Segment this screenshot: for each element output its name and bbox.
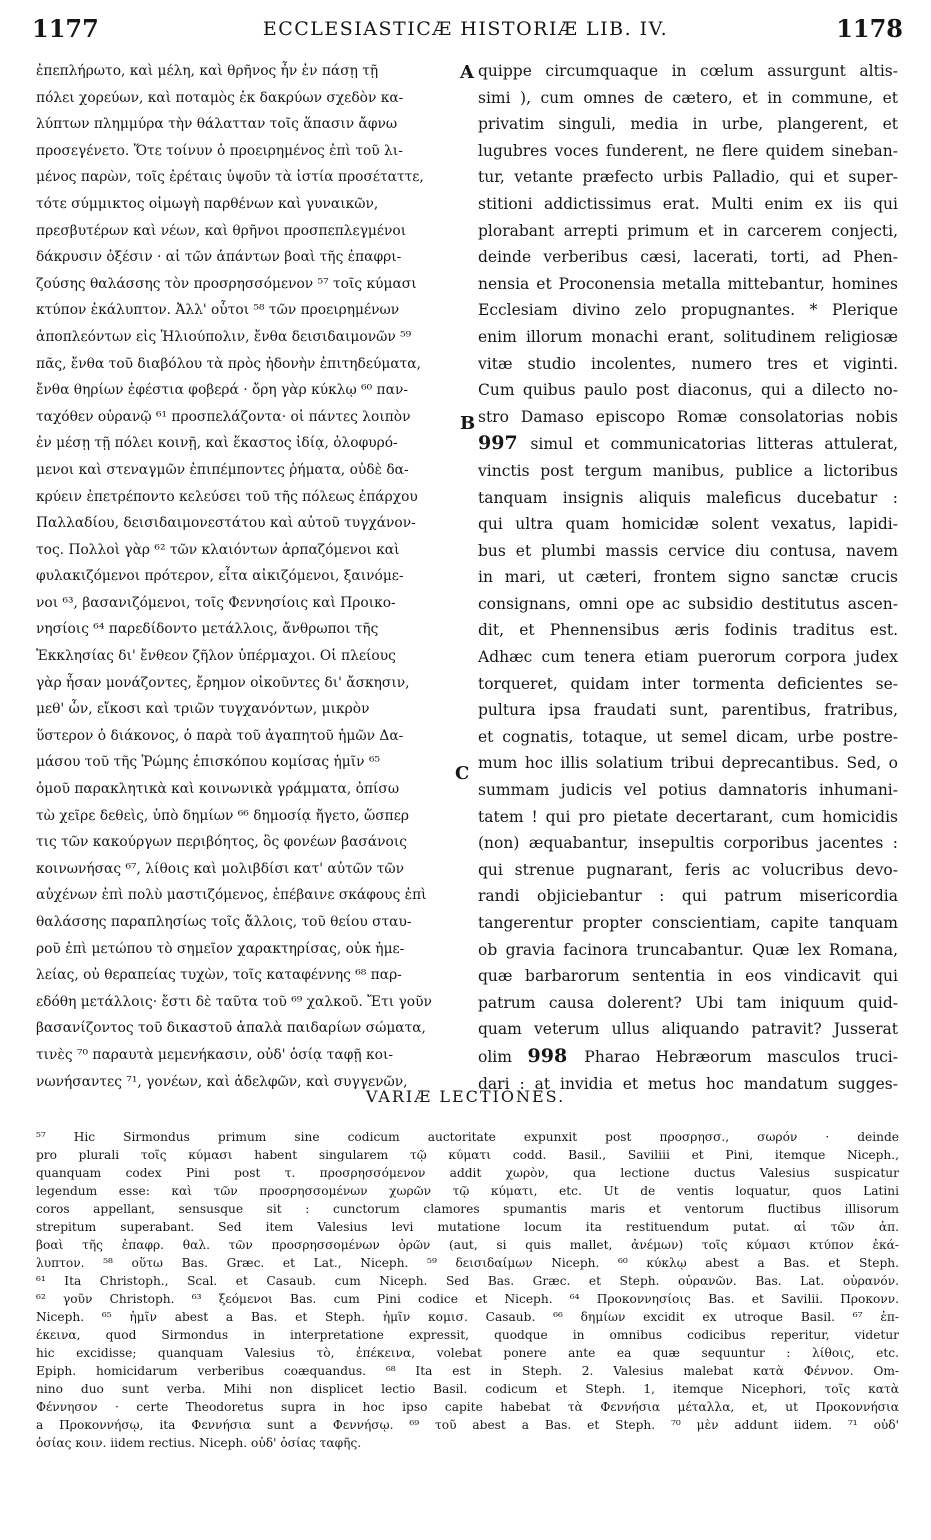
latin-text-line: quippe circumquaque in cœlum assurgunt altis- <box>478 62 898 80</box>
latin-text-line: consignans, omni ope ac subsidio destitutus ascen- <box>478 594 898 613</box>
greek-text-line: τότε σύμμικτος οἰμωγὴ παρθένων καὶ γυναικῶν, <box>36 195 379 212</box>
greek-text-line: πᾶς, ἔνθα τοῦ διαβόλου τὰ πρὸς ἡδονὴν ἐπιτηδεύματα, <box>36 355 422 372</box>
latin-text-line: quam veterum ullus aliquando patravit? Jusserat <box>478 1020 898 1039</box>
column-number-998: 998 <box>527 1044 585 1067</box>
greek-text-line: κρύειν ἐπετρέποντο κελεύσει τοῦ τῆς πόλεως ἐπάρχου <box>36 488 418 505</box>
variae-note-line: ⁶¹ Ita Christoph., Scal. et Casaub. cum Niceph. Sed Bas. Græc. et Steph. οὐρανῶν. Bas. Lat. οὐρανόν. <box>36 1274 899 1288</box>
variae-note-line: legendum esse: καὶ τῶν προσρησσομένων χωρῶν τῷ κύματι, etc. Ut de ventis loquatur, quos Latini <box>36 1184 899 1198</box>
latin-text-line: randi objiciebantur : qui patrum misericordia <box>478 887 898 906</box>
latin-text-line: tur, vetante præfecto urbis Palladio, qui et super- <box>478 168 898 187</box>
latin-text-line: tanquam insignis aliquis maleficus ducebatur : <box>478 488 898 507</box>
greek-text-line: γὰρ ἦσαν μονάζοντες, ἔρημον οἰκοῦντες δι' ἄσκησιν, <box>36 674 410 691</box>
latin-text-line: pultura ipsa fraudati sunt, parentibus, fratribus, <box>478 701 898 720</box>
latin-text-line: nensia et Proconensia metalla mittebantur, homines <box>478 274 898 293</box>
variae-note-line: ὁσίας κοιν. iidem rectius. Niceph. οὐδ' ὁσίας ταφῆς. <box>36 1436 362 1450</box>
greek-text-line: ὕστερον ὁ διάκονος, ὁ παρὰ τοῦ ἀγαπητοῦ ἡμῶν Δα- <box>36 727 404 744</box>
variae-note-line: a Προκοννήσῳ, ita Φεννήσια sunt a Φεννήσῳ. ⁶⁹ τοῦ abest a Bas. et Steph. ⁷⁰ μὲν addunt iidem. ⁷¹ οὐδ' <box>36 1418 899 1432</box>
latin-text-column <box>478 58 898 1098</box>
variae-note-line: strepitum superabant. Sed item Valesius levi mutatione locum ita restituendum putat. αἱ τῶν ἀπ. <box>36 1220 899 1234</box>
greek-text-line: πρεσβυτέρων καὶ νέων, καὶ θρῆνοι προσπεπλεγμένοι <box>36 222 407 239</box>
margin-marker-a: A <box>460 62 474 83</box>
greek-text-line: πόλει χορεύων, καὶ ποταμὸς ἐκ δακρύων σχεδὸν κα- <box>36 89 404 106</box>
greek-text-line: τος. Πολλοὶ γὰρ ⁶² τῶν κλαιόντων ἁρπαζόμενοι καὶ <box>36 541 400 558</box>
variae-note-line: έκεινα, quod Sirmondus in interpretatione expressit, quodque in omnibus codicibus reperitur, videtur <box>36 1328 899 1342</box>
variae-lectiones-heading: VARIÆ LECTIONES. <box>365 1087 566 1106</box>
latin-text-line: deinde verberibus cæsi, lacerati, torti, ad Phen- <box>478 248 898 267</box>
variae-note-line: ⁵⁷ Hic Sirmondus primum sine codicum auctoritate expunxit post προσρησσ., σωρόν · deinde <box>36 1130 899 1144</box>
latin-text-line: vinctis post tergum manibus, publice a lictoribus <box>478 461 898 480</box>
greek-text-line: λείας, οὐ θεραπείας τυχὼν, τοῖς καταφέννης ⁶⁸ παρ- <box>36 967 402 984</box>
variae-note-line: pro plurali τοῖς κύμασι habent singularem τῷ κύματι codd. Basil., Saviliii et Pini, itemque Niceph., <box>36 1148 899 1162</box>
variae-note-line: λυπτον. ⁵⁸ οὕτω Bas. Græc. et Lat., Niceph. ⁵⁹ δεισιδαίμων Niceph. ⁶⁰ κύκλῳ abest a Bas. et Steph. <box>36 1256 899 1270</box>
variae-note-line: Epiph. homicidarum verberibus coæquandus. ⁶⁸ Ita est in Steph. 2. Valesius malebat κατὰ Φέννον. Om- <box>36 1364 899 1378</box>
variae-note-line: βοαὶ τῆς ἐπαφρ. θαλ. τῶν προσρησσομένων ὀρῶν (aut, si quis mallet, ἀνέμων) τοῖς κύμασι κτύπον ἐκά- <box>36 1238 899 1252</box>
page-number-right: 1178 <box>836 14 903 43</box>
greek-text-line: αὐχένων ἐπὶ πολὺ μαστιζόμενος, ἐπέβαινε σκάφους ἐπὶ <box>36 887 427 904</box>
greek-text-line: ἀποπλεόντων εἰς Ἡλιούπολιν, ἔνθα δεισιδαιμονῶν ⁵⁹ <box>36 328 412 345</box>
greek-text-line: λύπτων πλημμύρα τὴν θάλατταν τοῖς ἅπασιν ἄφνω <box>36 116 398 133</box>
variae-note-line: hic excidisse; quanquam Valesius τὸ, ἐπέκεινα, volebat ponere ante ea quæ sequuntur : λίθοις, etc. <box>36 1346 899 1360</box>
latin-text-line: 997 simul et communicatorias litteras attulerat, <box>478 432 898 455</box>
latin-text-line: Cum quibus paulo post diaconus, qui a dilecto no- <box>478 381 898 400</box>
greek-text-line: νοι ⁶³, βασανιζόμενοι, τοῖς Φεννησίοις καὶ Προικο- <box>36 594 396 611</box>
latin-text-line: enim illorum monachi erant, solitudinem religiosæ <box>478 327 898 346</box>
greek-text-column <box>36 58 456 1098</box>
latin-text-line: plorabant arrepti primum et in carcerem conjecti, <box>478 221 898 240</box>
latin-text-line: tangerentur propter conscientiam, capite tanquam <box>478 914 898 932</box>
greek-text-line: μάσου τοῦ τῆς Ῥώμης ἐπισκόπου κομίσας ἡμῖν ⁶⁵ <box>36 754 381 771</box>
greek-text-line: δάκρυσιν ὀξέσιν · αἱ τῶν ἁπάντων βοαὶ τῆς ἐπαφρι- <box>36 249 402 266</box>
greek-text-line: Ἐκκλησίας δι' ἔνθεον ζῆλον ὑπέρμαχοι. Οἱ πλείους <box>36 648 396 665</box>
greek-text-line: μένος παρὼν, τοῖς ἐρέταις ὑψοῦν τὰ ἱστία προσέταττε, <box>36 169 424 186</box>
latin-text-line: et cognatis, totaque, ut semel dicam, urbe postre- <box>478 727 898 746</box>
greek-text-line: μεθ' ὧν, εἴκοσι καὶ τριῶν τυγχανόντων, μικρὸν <box>36 701 370 718</box>
greek-text-line: τὼ χεῖρε δεθεὶς, ὑπὸ δημίων ⁶⁶ δημοσίᾳ ἤγετο, ὥσπερ <box>36 807 409 824</box>
greek-text-line: νησίοις ⁶⁴ παρεδίδοντο μετάλλοις, ἄνθρωποι τῆς <box>36 621 379 638</box>
latin-text-line: quæ barbarorum sententia in eos vindicavit qui <box>478 967 898 986</box>
greek-text-line: φυλακιζόμενοι πρότερον, εἶτα αἰκιζόμενοι, ξαινόμε- <box>36 568 404 585</box>
greek-text-line: τις τῶν κακούργων περιβόητος, ὃς φονέων βασάνοις <box>36 834 407 851</box>
page-number-left: 1177 <box>32 14 99 43</box>
latin-text-line: qui strenue pugnarant, feris ac volucribus devo- <box>478 860 898 879</box>
latin-text-line: summam judicis vel potius damnatoris inhumani- <box>478 781 898 800</box>
latin-text-line: lugubres voces funderent, ne flere quidem sineban- <box>478 141 898 160</box>
latin-text-line: patrum causa dolerent? Ubi tam iniquum quid- <box>478 993 898 1012</box>
latin-text-line: dit, et Phennensibus æris fodinis traditus est. <box>478 621 898 640</box>
latin-text-line: ob gravia facinora truncabantur. Quæ lex Romana, <box>478 940 898 959</box>
greek-text-line: ροῦ ἐπὶ μετώπου τὸ σημεῖον χαρακτηρίσας, οὐκ ἠμε- <box>36 940 405 957</box>
latin-text-line: Ecclesiam divino zelo propugnantes. * Plerique <box>478 301 898 320</box>
latin-text-line: olim 998 Pharao Hebræorum masculos truci- <box>478 1044 898 1067</box>
latin-text-line: stitioni addictissimus erat. Multi enim ex iis qui <box>478 194 898 213</box>
latin-text-line: simi ), cum omnes de cætero, et in commune, et <box>478 88 898 107</box>
latin-text-line: qui ultra quam homicidæ solent vexatus, lapidi- <box>478 515 898 534</box>
greek-text-line: Παλλαδίου, δεισιδαιμονεστάτου καὶ αὐτοῦ τυγχάνον- <box>36 515 416 532</box>
margin-marker-c: C <box>455 763 470 784</box>
greek-text-line: νωνήσαντες ⁷¹, γονέων, καὶ ἀδελφῶν, καὶ συγγενῶν, <box>36 1073 408 1090</box>
greek-text-line: ὁμοῦ παρακλητικὰ καὶ κοινωνικὰ γράμματα, ὀπίσω <box>36 781 400 798</box>
greek-text-line: ἔνθα θηρίων ἐφέστια φοβερά · ὄρη γὰρ κύκλῳ ⁶⁰ παν- <box>36 382 408 399</box>
greek-text-line: μενοι καὶ στεναγμῶν ἐπιπέμποντες ῥήματα, οὐδὲ δα- <box>36 461 409 478</box>
latin-text-line: torqueret, quidam inter tormenta deficientes se- <box>478 674 898 693</box>
variae-note-line: ⁶² γοῦν Christoph. ⁶³ ξεόμενοι Bas. cum Pini codice et Niceph. ⁶⁴ Προκοννησίοις Bas. et Savilii. Προκονν. <box>36 1292 899 1306</box>
column-number-997: 997 <box>478 432 531 455</box>
latin-text-line: Adhæc cum tenera etiam puerorum corpora judex <box>478 648 898 667</box>
greek-text-line: τινὲς ⁷⁰ παραυτὰ μεμενήκασιν, οὐδ' ὁσίᾳ ταφῇ κοι- <box>36 1046 394 1063</box>
greek-text-line: εδόθη μετάλλοις· ἔστι δὲ ταῦτα τοῦ ⁶⁹ χαλκοῦ. Ἔτι γοῦν <box>36 993 432 1010</box>
variae-note-line: Φέννησον · certe Theodoretus supra in hoc ipso capite habebat τὰ Φεννήσια μέταλλα, et, ut Προκοννήσια <box>36 1400 899 1414</box>
latin-text-line: bus et plumbi massis cervice diu contusa, navem <box>478 541 898 560</box>
greek-text-line: βασανίζοντος τοῦ δικαστοῦ ἁπαλὰ παιδαρίων σώματα, <box>36 1020 426 1037</box>
variae-note-line: Niceph. ⁶⁵ ἡμῖν abest a Bas. et Steph. ἡμῖν κομισ. Casaub. ⁶⁶ δημίων excidit ex utroque Basil. ⁶⁷ ἐπ- <box>36 1310 899 1324</box>
variae-note-line: quanquam codex Pini post τ. προσρησσόμενον addit χωρὸν, qua lectione ductus Valesius suspicatur <box>36 1166 899 1180</box>
variae-lectiones-notes <box>36 1128 899 1452</box>
latin-text-line: tatem ! qui pro pietate decertarant, cum homicidis <box>478 807 898 826</box>
running-title: ECCLESIASTICÆ HISTORIÆ LIB. IV. <box>262 18 669 40</box>
latin-text-line: vitæ studio incolentes, numero tres et viginti. <box>478 354 898 373</box>
variae-note-line: coros appellant, sensusque sit : cunctorum clamores spumantis maris et ventorum fluctibus illisorum <box>36 1202 899 1216</box>
greek-text-line: ζούσης θαλάσσης τὸν προσρησσόμενον ⁵⁷ τοῖς κύμασι <box>36 275 417 292</box>
page-header <box>22 14 909 54</box>
latin-text-line: stro Damaso episcopo Romæ consolatorias nobis <box>478 407 898 426</box>
greek-text-line: κοινωνήσας ⁶⁷, λίθοις καὶ μολιβδίσι κατ' αὐτῶν τῶν <box>36 860 405 877</box>
latin-text-line: mum hoc illis solatium tribui deprecantibus. Sed, o <box>478 754 898 773</box>
greek-text-line: ἐπεπλήρωτο, καὶ μέλη, καὶ θρῆνος ἦν ἐν πάσῃ τῇ <box>36 63 379 79</box>
latin-text-line: in mari, ut cæteri, frontem signo sanctæ crucis <box>478 568 898 587</box>
greek-text-line: θαλάσσης παραπλησίως τοῖς ἄλλοις, τοῦ θείου σταυ- <box>36 914 412 930</box>
latin-text-line: privatim singuli, media in urbe, plangerent, et <box>478 115 898 134</box>
greek-text-line: ταχόθεν οὐρανῷ ⁶¹ προσπελάζοντα· οἱ πάντες λοιπὸν <box>36 408 411 425</box>
greek-text-line: προσεγένετο. Ὅτε τοίνυν ὁ προειρημένος ἐπὶ τοῦ λι- <box>36 142 403 159</box>
greek-text-line: ἐν μέσῃ τῇ πόλει κοινῇ, καὶ ἕκαστος ἰδίᾳ, ὀλοφυρό- <box>36 435 398 452</box>
margin-marker-b: B <box>460 413 476 434</box>
latin-text-line: (non) æquabantur, insepultis corporibus jacentes : <box>478 834 898 853</box>
greek-text-line: κτύπον ἐκάλυπτον. Ἀλλ' οὗτοι ⁵⁸ τῶν προειρημένων <box>36 302 400 319</box>
variae-note-line: nino duo sunt verba. Mihi non displicet lectio Basil. codicum et Steph. 1, itemque Nicephori, τοῖς κατὰ <box>36 1382 899 1396</box>
latin-text-line: dari : at invidia et metus hoc mandatum sugges- <box>478 1074 898 1093</box>
